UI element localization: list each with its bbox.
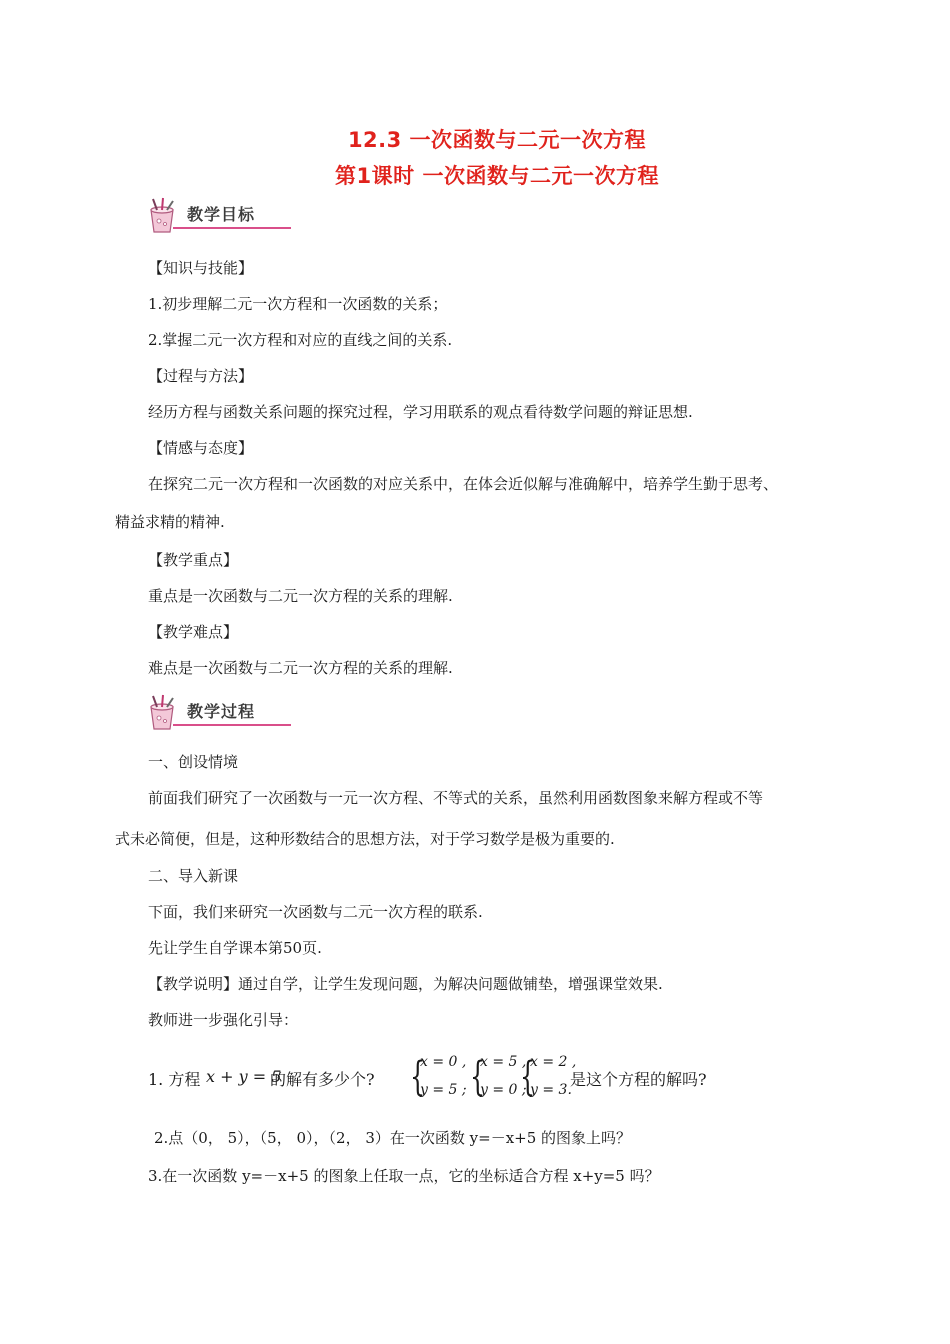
process-method-header: 【过程与方法】 <box>148 367 254 385</box>
system-2-row-1: x = 5 , <box>480 1054 527 1070</box>
brace-icon: { <box>470 1054 486 1100</box>
difficult-point-text: 难点是一次函数与二元一次方程的关系的理解. <box>148 659 453 677</box>
system-1-row-1: x = 0 , <box>420 1054 467 1070</box>
step2-text-line-2: 先让学生自学课本第50页. <box>148 939 322 957</box>
difficult-point-header: 【教学难点】 <box>148 623 239 641</box>
section-banner-goals <box>143 196 293 236</box>
key-point-header: 【教学重点】 <box>148 551 239 569</box>
question-2: 2.点（0， 5），（5， 0），（2， 3）在一次函数 y=－x+5 的图象上吗？ <box>154 1129 632 1147</box>
key-point-text: 重点是一次函数与二元一次方程的关系的理解. <box>148 587 453 605</box>
question-1-suffix: 是这个方程的解吗? <box>570 1070 707 1089</box>
question-1-middle: 的解有多少个? <box>270 1070 375 1089</box>
page-title: 12.3 一次函数与二元一次方程 <box>347 128 647 152</box>
page-subtitle: 第1课时 一次函数与二元一次方程 <box>335 164 659 188</box>
question-1-equation: x + y = 5 <box>206 1067 282 1086</box>
knowledge-header: 【知识与技能】 <box>148 259 254 277</box>
system-1-row-2: y = 5 ; <box>420 1082 467 1098</box>
emotion-header: 【情感与态度】 <box>148 439 254 457</box>
brace-icon: { <box>520 1054 536 1100</box>
step1-text-line-1: 前面我们研究了一次函数与一元一次方程、不等式的关系，虽然利用函数图象来解方程或不等 <box>148 789 764 807</box>
pencil-cup-icon <box>143 693 185 733</box>
step2-text-line-1: 下面，我们来研究一次函数与二元一次方程的联系. <box>148 903 483 921</box>
system-3-row-1: x = 2 , <box>530 1054 577 1070</box>
banner-underline <box>173 227 291 229</box>
question-3: 3.在一次函数 y=－x+5 的图象上任取一点，它的坐标适合方程 x+y=5 吗？ <box>148 1167 660 1185</box>
step1-text-line-2: 式未必简便，但是，这种形数结合的思想方法，对于学习数学是极为重要的. <box>115 830 615 848</box>
pencil-cup-icon <box>143 196 185 236</box>
banner-underline <box>173 724 291 726</box>
emotion-text-line-1: 在探究二元一次方程和一次函数的对应关系中，在体会近似解与准确解中，培养学生勤于思考、 <box>148 475 779 493</box>
section-banner-process <box>143 693 293 733</box>
banner-goals-label: 教学目标 <box>187 205 256 224</box>
teaching-note: 【教学说明】通过自学，让学生发现问题，为解决问题做铺垫，增强课堂效果. <box>148 975 663 993</box>
system-3-row-2: y = 3. <box>530 1082 572 1098</box>
knowledge-item-1: 1.初步理解二元一次方程和一次函数的关系； <box>148 295 448 313</box>
banner-process-label: 教学过程 <box>187 702 256 721</box>
question-1-prefix: 1. 方程 <box>148 1070 201 1089</box>
system-2-row-2: y = 0 ; <box>480 1082 527 1098</box>
step1-header: 一、创设情境 <box>148 753 239 771</box>
process-method-text: 经历方程与函数关系问题的探究过程，学习用联系的观点看待数学问题的辩证思想. <box>148 403 693 421</box>
emotion-text-line-2: 精益求精的精神. <box>115 513 225 531</box>
brace-icon: { <box>410 1054 426 1100</box>
knowledge-item-2: 2.掌握二元一次方程和对应的直线之间的关系. <box>148 331 453 349</box>
step2-header: 二、导入新课 <box>148 867 239 885</box>
teacher-guide: 教师进一步强化引导： <box>148 1011 299 1029</box>
